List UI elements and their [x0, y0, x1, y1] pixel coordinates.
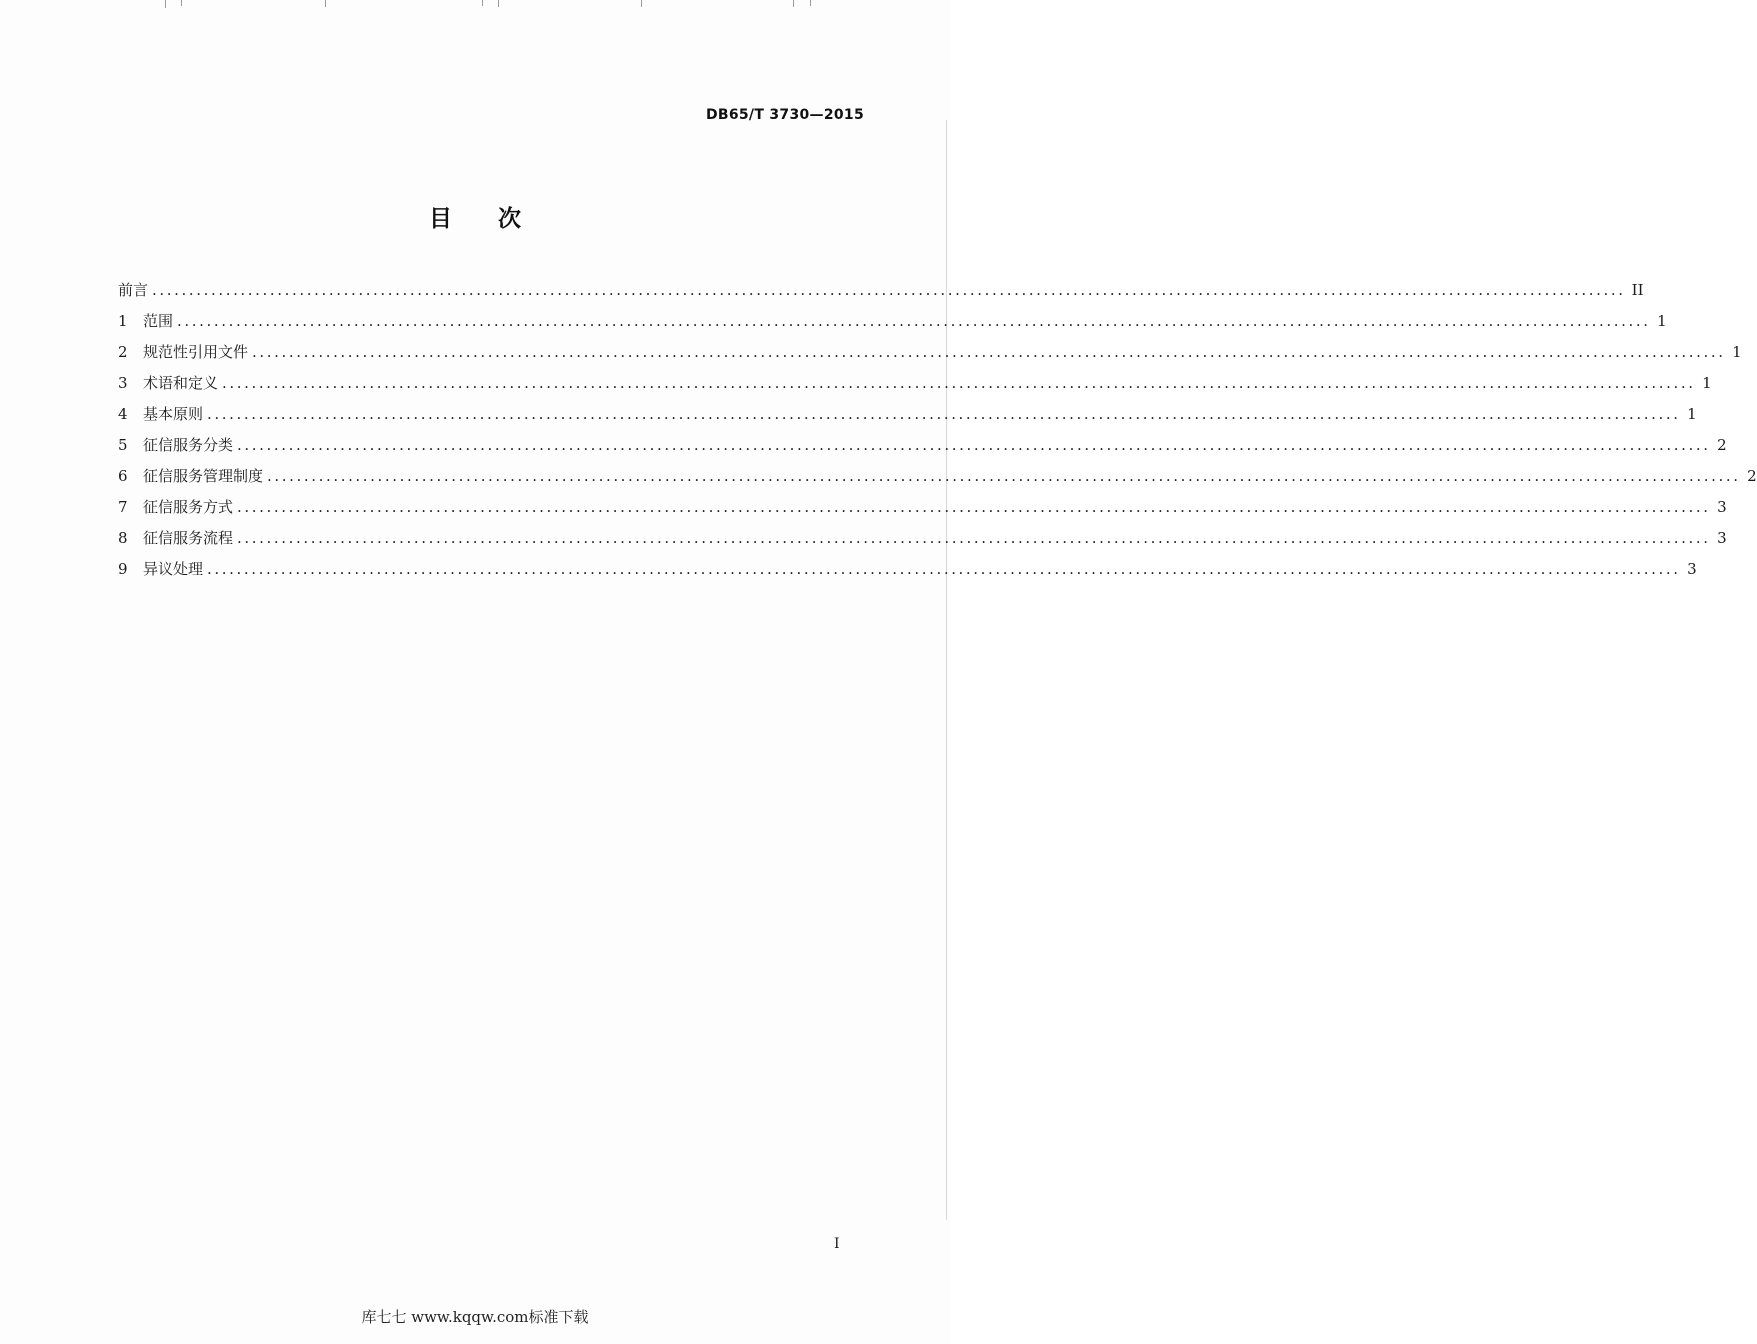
toc-leader-dots: ........................................................................................................................................................................................................ — [237, 436, 1711, 454]
table-of-contents — [118, 280, 1757, 590]
toc-leader-dots: ........................................................................................................................................................................................................ — [237, 498, 1711, 516]
scan-artifact — [181, 0, 182, 6]
toc-leader-dots: ........................................................................................................................................................................................................ — [152, 281, 1626, 299]
toc-entry-number: 3 — [118, 374, 128, 392]
toc-entry[interactable] — [118, 342, 1742, 373]
toc-leader-dots: ........................................................................................................................................................................................................ — [267, 467, 1741, 485]
toc-entry-number: 2 — [118, 343, 128, 361]
toc-entry[interactable] — [118, 280, 1644, 311]
document-code: DB65/T 3730—2015 — [705, 107, 864, 123]
toc-entry-page: 1 — [1687, 405, 1697, 423]
toc-leader-dots: ........................................................................................................................................................................................................ — [207, 560, 1681, 578]
toc-entry-page: 1 — [1732, 343, 1742, 361]
toc-entry-page: 2 — [1717, 436, 1727, 454]
toc-entry-page: II — [1631, 281, 1644, 299]
toc-entry-label: 异议处理 — [143, 560, 204, 578]
scan-artifact — [793, 0, 794, 7]
title-char-1: 目 — [429, 206, 452, 232]
toc-entry-label: 征信服务分类 — [143, 436, 234, 454]
toc-entry-label: 术语和定义 — [143, 374, 219, 392]
toc-entry[interactable] — [118, 528, 1727, 559]
toc-entry-number: 6 — [118, 467, 128, 485]
toc-entry-label: 范围 — [143, 312, 174, 330]
toc-entry-label: 前言 — [118, 281, 149, 299]
toc-entry-label: 征信服务管理制度 — [143, 467, 264, 485]
toc-leader-dots: ........................................................................................................................................................................................................ — [177, 312, 1651, 330]
toc-leader-dots: ........................................................................................................................................................................................................ — [237, 529, 1711, 547]
toc-entry-page: 3 — [1717, 529, 1727, 547]
toc-entry[interactable] — [118, 559, 1697, 590]
toc-entry-number: 5 — [118, 436, 128, 454]
toc-entry-number: 4 — [118, 405, 128, 423]
toc-entry-page: 1 — [1702, 374, 1712, 392]
footer-watermark: 库七七 www.kqqw.com标准下载 — [361, 1308, 589, 1326]
toc-entry-label: 规范性引用文件 — [143, 343, 249, 361]
toc-leader-dots: ........................................................................................................................................................................................................ — [207, 405, 1681, 423]
page-number: I — [834, 1236, 840, 1252]
toc-entry-number: 7 — [118, 498, 128, 516]
toc-entry[interactable] — [118, 497, 1727, 528]
toc-entry-page: 3 — [1687, 560, 1697, 578]
toc-entry-page: 2 — [1747, 467, 1757, 485]
toc-entry[interactable] — [118, 404, 1697, 435]
toc-entry[interactable] — [118, 466, 1757, 497]
scan-artifact — [482, 0, 483, 6]
scan-artifact — [498, 0, 499, 7]
toc-entry-number: 9 — [118, 560, 128, 578]
toc-entry-label: 征信服务流程 — [143, 529, 234, 547]
scan-artifact — [325, 0, 326, 7]
toc-leader-dots: ........................................................................................................................................................................................................ — [222, 374, 1696, 392]
page-title — [0, 200, 950, 233]
scan-artifact — [641, 0, 642, 7]
toc-entry-page: 3 — [1717, 498, 1727, 516]
toc-entry-number: 8 — [118, 529, 128, 547]
toc-entry-number: 1 — [118, 312, 128, 330]
toc-entry-label: 征信服务方式 — [143, 498, 234, 516]
toc-entry-label: 基本原则 — [143, 405, 204, 423]
scan-artifact — [810, 0, 811, 6]
toc-entry-page: 1 — [1657, 312, 1667, 330]
toc-entry[interactable] — [118, 435, 1727, 466]
toc-entry[interactable] — [118, 311, 1667, 342]
scan-artifact — [165, 0, 166, 8]
toc-leader-dots: ........................................................................................................................................................................................................ — [252, 343, 1726, 361]
title-char-2: 次 — [498, 206, 521, 232]
toc-entry[interactable] — [118, 373, 1712, 404]
